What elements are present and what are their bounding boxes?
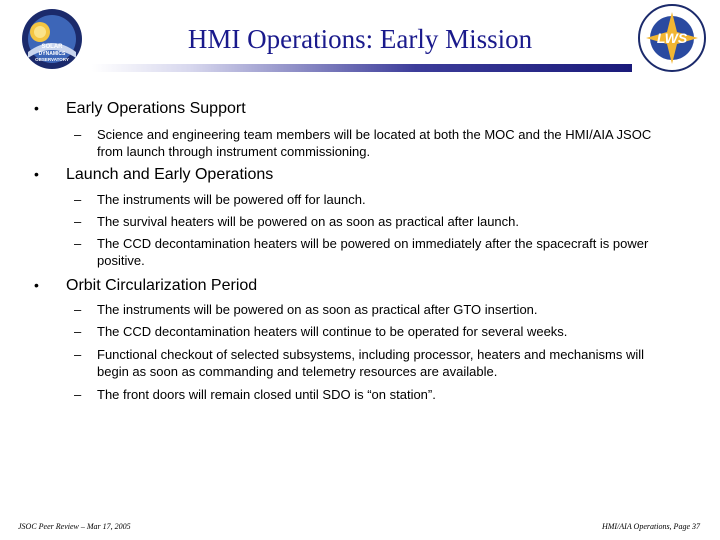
title-underline-bar: [92, 64, 632, 72]
sdo-logo-text-3: OBSERVATORY: [35, 57, 69, 62]
sub-bullet-dash: –: [74, 192, 82, 207]
lws-logo: [636, 2, 708, 74]
footer-left: JSOC Peer Review – Mar 17, 2005: [18, 522, 131, 531]
sdo-logo: [14, 8, 90, 70]
sub-bullet-text: The survival heaters will be powered on as soon as practical after launch.: [97, 214, 519, 229]
sub-bullet-dash: –: [74, 302, 82, 317]
sub-bullet-text: Functional checkout of selected subsystems, including processor, heaters and mechanisms will begin as soon as commanding and telemetry resources are available.: [97, 347, 644, 379]
bullet-dot: •: [34, 100, 39, 116]
bullet-dot: •: [34, 277, 39, 293]
section-heading: Launch and Early Operations: [66, 166, 274, 183]
sub-bullet-text: The instruments will be powered off for launch.: [97, 192, 366, 207]
page-title: HMI Operations: Early Mission: [187, 24, 533, 54]
sub-bullet-text: The CCD decontamination heaters will continue to be operated for several weeks.: [97, 324, 568, 339]
sub-bullet-text: The instruments will be powered on as soon as practical after GTO insertion.: [97, 302, 538, 317]
sub-bullet-text: The front doors will remain closed until SDO is “on station”.: [97, 387, 436, 402]
section-heading: Early Operations Support: [66, 100, 246, 117]
sub-bullet-dash: –: [74, 324, 82, 339]
sub-bullet-text: Science and engineering team members will be located at both the MOC and the HMI/AIA JSOC from launch through instrument commissioning.: [97, 127, 652, 159]
sub-bullet-dash: –: [74, 347, 82, 362]
sdo-logo-text-1: SOLAR: [41, 44, 63, 50]
sub-bullet-dash: –: [74, 236, 82, 251]
sub-bullet-dash: –: [74, 127, 82, 142]
footer-right: HMI/AIA Operations, Page 37: [601, 522, 700, 531]
lws-logo-text: LWS: [656, 30, 688, 46]
sub-bullet-dash: –: [74, 214, 82, 229]
sub-bullet-dash: –: [74, 387, 82, 402]
bullet-dot: •: [34, 166, 39, 182]
sdo-logo-text-2: DYNAMICS: [38, 51, 66, 57]
section-heading: Orbit Circularization Period: [66, 277, 258, 294]
sub-bullet-text: The CCD decontamination heaters will be powered on immediately after the spacecraft is power positive.: [97, 236, 649, 268]
